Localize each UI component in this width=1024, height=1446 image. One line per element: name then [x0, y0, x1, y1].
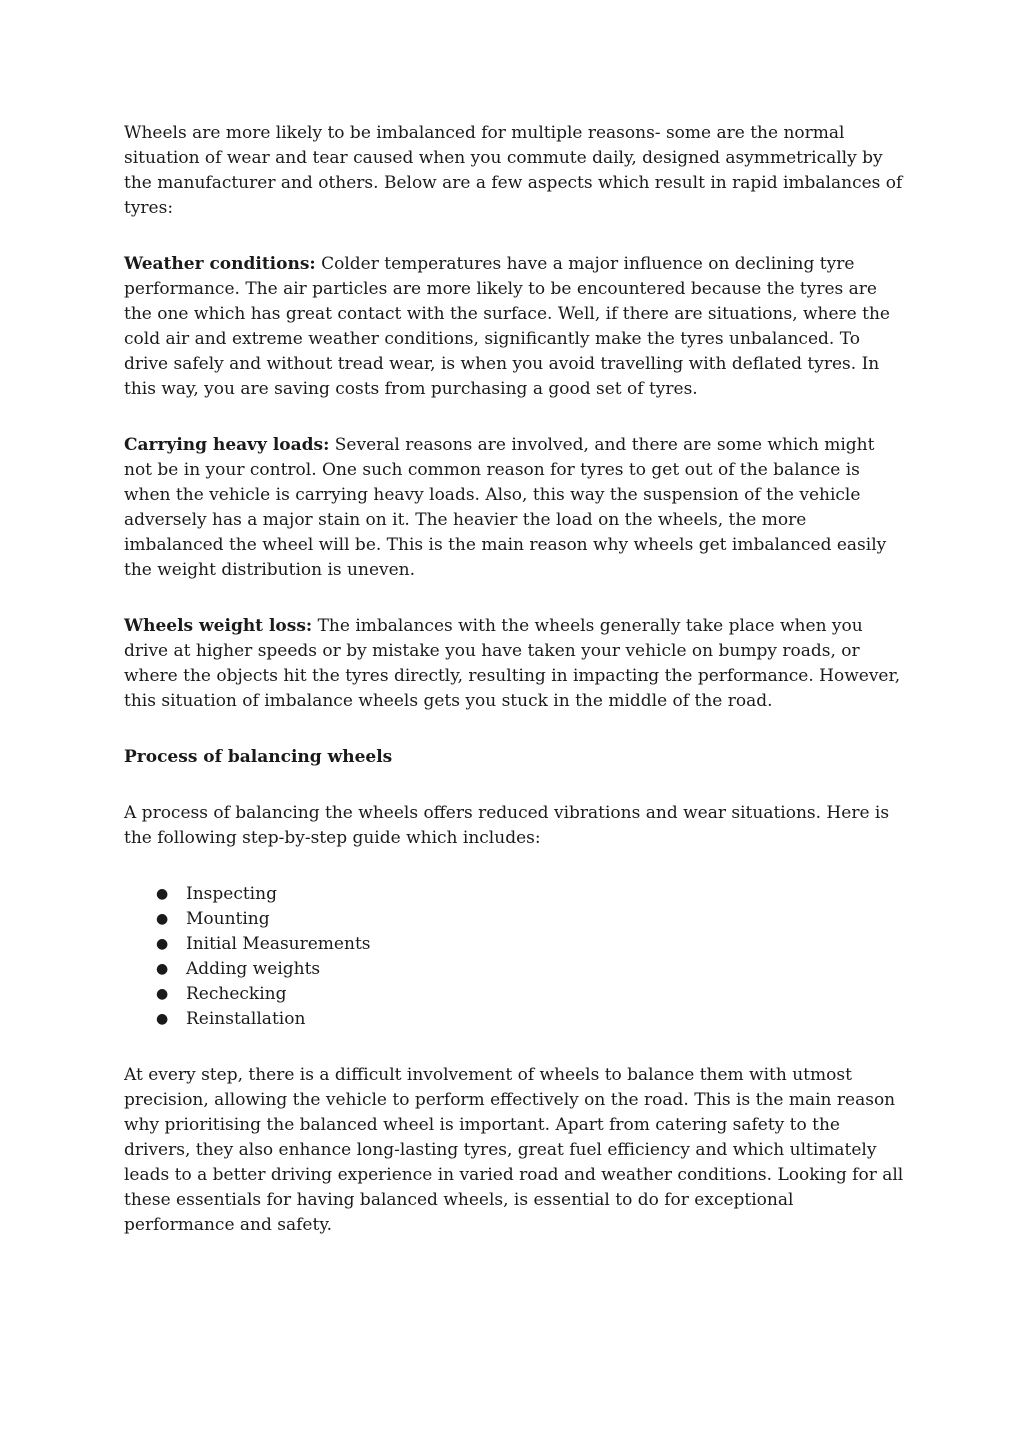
- intro-paragraph: Wheels are more likely to be imbalanced for multiple reasons- some are the normal situation of wear and tear caused when you commute daily, designed asymmetrically by the manufacturer and others. Below are a few aspects which result in rapid imbalances of tyres:: [124, 123, 903, 218]
- step-label: Rechecking: [186, 984, 287, 1004]
- weather-conditions-paragraph: [124, 252, 904, 402]
- list-item: [124, 982, 904, 1007]
- step-label: Initial Measurements: [186, 934, 371, 954]
- bullet-icon: ●: [156, 936, 169, 952]
- heavy-loads-lead: Carrying heavy loads:: [124, 435, 330, 455]
- weather-conditions-lead: Weather conditions:: [124, 254, 316, 274]
- step-label: Mounting: [186, 909, 270, 929]
- list-item: [124, 957, 904, 982]
- heavy-loads-text: Several reasons are involved, and there are some which might not be in your control. One such common reason for tyres to get out of the balance is when the vehicle is carrying heavy loads. Also, this way the suspension of the vehicle adversely has a major stain on it. The heavier the load on the wheels, the more imbalanced the wheel will be. This is the main reason why wheels get imbalanced easily the weight distribution is uneven.: [124, 435, 887, 580]
- steps-list: [124, 882, 904, 1032]
- step-label: Reinstallation: [186, 1009, 306, 1029]
- bullet-icon: ●: [156, 986, 169, 1002]
- weight-loss-paragraph: [124, 614, 904, 714]
- weather-conditions-text: Colder temperatures have a major influence on declining tyre performance. The air particles are more likely to be encountered because the tyres are the one which has great contact with the surface. Well, if there are situations, where the cold air and extreme weather conditions, significantly make the tyres unbalanced. To drive safely and without tread wear, is when you avoid travelling with deflated tyres. In this way, you are saving costs from purchasing a good set of tyres.: [124, 254, 890, 399]
- bullet-icon: ●: [156, 911, 169, 927]
- weight-loss-text: The imbalances with the wheels generally take place when you drive at higher speeds or by mistake you have taken your vehicle on bumpy roads, or where the objects hit the tyres directly, resulting in impacting the performance. However, this situation of imbalance wheels gets you stuck in the middle of the road.: [124, 616, 901, 711]
- process-intro-paragraph: A process of balancing the wheels offers reduced vibrations and wear situations. Here is the following step-by-step guide which includes:: [124, 803, 890, 848]
- step-label: Adding weights: [186, 959, 321, 979]
- step-label: Inspecting: [186, 884, 277, 904]
- weight-loss-lead: Wheels weight loss:: [124, 616, 313, 636]
- bullet-icon: ●: [156, 1011, 169, 1027]
- conclusion-paragraph: At every step, there is a difficult involvement of wheels to balance them with utmost precision, allowing the vehicle to perform effectively on the road. This is the main reason why prioritising the balanced wheel is important. Apart from catering safety to the drivers, they also enhance long-lasting tyres, great fuel efficiency and which ultimately leads to a better driving experience in varied road and weather conditions. Looking for all these essentials for having balanced wheels, is essential to do for exceptional performance and safety.: [124, 1065, 904, 1235]
- list-item: [124, 1007, 904, 1032]
- document-page: [124, 121, 904, 1269]
- bullet-icon: ●: [156, 886, 169, 902]
- heavy-loads-paragraph: [124, 433, 904, 583]
- list-item: [124, 882, 904, 907]
- list-item: [124, 907, 904, 932]
- list-item: [124, 932, 904, 957]
- bullet-icon: ●: [156, 961, 169, 977]
- process-heading: Process of balancing wheels: [124, 747, 393, 767]
